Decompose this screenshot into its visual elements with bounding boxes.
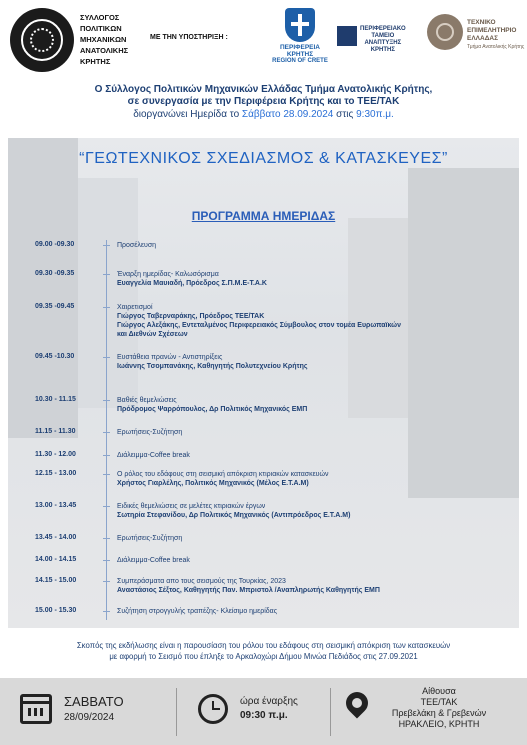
- timeline-tick: [103, 506, 110, 507]
- session-speaker: Χρήστος Γιαρλέλης, Πολιτικός Μηχανικός (Μέλος Ε.Τ.Α.Μ): [117, 480, 309, 487]
- timeline-line: [106, 240, 107, 620]
- schedule-time: 09.45 -10.30: [35, 353, 75, 360]
- schedule-time: 10.30 - 11.15: [35, 396, 76, 403]
- session-speaker: Αναστάσιος Σέξτος, Καθηγητής Παν. Μπριστολ /Αναπληρωτής Καθηγητής ΕΜΠ: [117, 587, 380, 594]
- association-name: ΣΥΛΛΟΓΟΣ ΠΟΛΙΤΙΚΩΝ ΜΗΧΑΝΙΚΩΝ ΑΝΑΤΟΛΙΚΗΣ ΚΡΗΤΗΣ: [80, 13, 129, 66]
- schedule-description: [117, 556, 190, 565]
- timeline-tick: [103, 357, 110, 358]
- schedule-time: 12.15 - 13.00: [35, 470, 77, 477]
- session-title: Διάλειμμα-Coffee break: [117, 557, 190, 564]
- schedule-description: [117, 607, 277, 616]
- schedule-description: [117, 451, 190, 460]
- clock-icon: [198, 694, 228, 724]
- event-aim: Σκοπός της εκδήλωσης είναι η παρουσίαση του ρόλου του εδάφους στη σεισμική απόκριση των κατασκευών με αφορμή το Σεισμό που έπληξε το Αρκαλοχώρι Δήμου Μινώα Πεδιάδος στις 27.09.2021: [76, 641, 451, 661]
- start-time: 09:30 π.μ.: [240, 710, 288, 721]
- session-speaker: και Διεθνών Σχέσεων: [117, 331, 188, 338]
- session-speaker: Πρόδρομος Ψαρρόπουλος, Δρ Πολιτικός Μηχανικός ΕΜΠ: [117, 406, 308, 413]
- timeline-tick: [103, 474, 110, 475]
- footer: [0, 678, 527, 745]
- timeline-tick: [103, 455, 110, 456]
- schedule-description: [117, 502, 350, 520]
- schedule-description: [117, 396, 307, 414]
- schedule-time: 09.30 -09.35: [35, 270, 75, 277]
- footer-day: ΣΑΒΒΑΤΟ: [64, 694, 124, 709]
- session-speaker: Ιωάννης Τσομπανάκης, Καθηγητής Πολυτεχνείου Κρήτης: [117, 363, 308, 370]
- schedule-time: 11.30 - 12.00: [35, 451, 76, 458]
- session-title: Βαθιές θεμελιώσεις: [117, 397, 177, 404]
- schedule-time: 15.00 - 15.30: [35, 607, 77, 614]
- fund-mark-icon: [337, 26, 357, 46]
- timeline-tick: [103, 400, 110, 401]
- session-title: Ερωτήσεις-Συζήτηση: [117, 429, 183, 436]
- start-label: ώρα έναρξης: [240, 696, 298, 707]
- schedule-time: 11.15 - 11.30: [35, 428, 76, 435]
- session-title: Προσέλευση: [117, 242, 157, 249]
- schedule-description: [117, 428, 182, 437]
- session-title: Ο ρόλος του εδάφους στη σεισμική απόκριση κτιριακών κατασκευών: [117, 471, 329, 478]
- schedule-description: [117, 241, 156, 250]
- session-speaker: Γιώργος Αλεξάκης, Εντεταλμένος Περιφερειακός Σύμβουλος στον τομέα Ευρωπαϊκών: [117, 322, 401, 329]
- schedule-time: 09.35 -09.45: [35, 303, 75, 310]
- session-title: Συμπεράσματα απο τους σεισμούς της Τουρκίας, 2023: [117, 578, 286, 585]
- timeline-tick: [103, 560, 110, 561]
- timeline-tick: [103, 245, 110, 246]
- schedule-time: 14.00 - 14.15: [35, 556, 77, 563]
- timeline-tick: [103, 581, 110, 582]
- schedule-description: [117, 470, 328, 488]
- session-speaker: Σωτηρία Στεφανίδου, Δρ Πολιτικός Μηχανικός (Αντιπρόεδρος Ε.Τ.Α.Μ): [117, 512, 351, 519]
- session-title: Έναρξη ημερίδας- Καλωσόρισμα: [117, 271, 219, 278]
- footer-location: Αίθουσα ΤΕΕ/ΤΑΚ Πρεβελάκη & Γρεβενών ΗΡΑΚΛΕΙΟ, ΚΡΗΤΗ: [391, 686, 487, 729]
- schedule-description: [117, 303, 401, 339]
- calendar-icon: [20, 694, 52, 724]
- footer-divider: [176, 688, 177, 736]
- schedule-time: 13.45 - 14.00: [35, 534, 77, 541]
- schedule-description: [117, 577, 380, 595]
- cross-emblem-icon: [285, 8, 315, 42]
- tee-mark-icon: [427, 14, 463, 50]
- support-label: ΜΕ ΤΗΝ ΥΠΟΣΤΗΡΙΞΗ :: [150, 34, 228, 41]
- intro-text: Ο Σύλλογος Πολιτικών Μηχανικών Ελλάδας Τμήμα Ανατολικής Κρήτης, σε συνεργασία με την Περιφέρεια Κρήτης και το ΤΕΕ/ΤΑΚ διοργανώνει Ημερίδα το Σάββατο 28.09.2024 στις 9:30π.μ.: [94, 84, 433, 120]
- session-title: Ειδικές θεμελιώσεις σε μελέτες κτιριακών έργων: [117, 503, 266, 510]
- session-title: Συζήτηση στρογγυλής τραπέζης- Κλείσιμο ημερίδας: [117, 608, 278, 615]
- session-speaker: Γιώργος Ταβερναράκης, Πρόεδρος ΤΕΕ/ΤΑΚ: [117, 313, 265, 320]
- footer-divider: [330, 688, 331, 736]
- footer-date: 28/09/2024: [64, 712, 115, 723]
- schedule-description: [117, 270, 267, 288]
- schedule-time: 09.00 -09.30: [35, 241, 75, 248]
- timeline-tick: [103, 611, 110, 612]
- association-seal-icon: [10, 8, 74, 72]
- timeline-tick: [103, 538, 110, 539]
- region-of-crete-logo: ΠΕΡΙΦΕΡΕΙΑ ΚΡΗΤΗΣ REGION OF CRETE: [266, 8, 334, 64]
- session-title: Ευστάθεια πρανών - Αντιστηρίξεις: [117, 354, 223, 361]
- schedule-description: [117, 534, 182, 543]
- session-title: Ερωτήσεις-Συζήτηση: [117, 535, 183, 542]
- event-date: Σάββατο 28.09.2024: [241, 109, 334, 120]
- schedule-time: 13.00 - 13.45: [35, 502, 77, 509]
- schedule-time: 14.15 - 15.00: [35, 577, 77, 584]
- timeline-tick: [103, 274, 110, 275]
- event-title: “ΓΕΩΤΕΧΝΙΚΟΣ ΣΧΕΔΙΑΣΜΟΣ & ΚΑΤΑΣΚΕΥΕΣ”: [79, 150, 448, 167]
- timeline-tick: [103, 432, 110, 433]
- location-pin-icon: [341, 687, 372, 718]
- header: ΣΥΛΛΟΓΟΣ ΠΟΛΙΤΙΚΩΝ ΜΗΧΑΝΙΚΩΝ ΑΝΑΤΟΛΙΚΗΣ ΚΡΗΤΗΣ ΜΕ ΤΗΝ ΥΠΟΣΤΗΡΙΞΗ : ΠΕΡΙΦΕΡΕΙΑ ΚΡΗΤΗΣ REGION OF CRETE ΠΕΡΙΦΕΡΕΙΑΚΟ ΤΑΜΕΙΟ ΑΝΑΠΤΥΞΗΣ ΚΡΗΤΗΣ ΤΕΧΝΙΚΟ ΕΠΙΜΕΛΗΤΗΡΙΟ ΕΛΛΑΔΑΣ Τμήμα Ανατολικής Κρήτης: [0, 0, 527, 80]
- session-title: Διάλειμμα-Coffee break: [117, 452, 190, 459]
- session-speaker: Ευαγγελία Μαυιαδή, Πρόεδρος Σ.Π.Μ.Ε-Τ.Α.Κ: [117, 280, 267, 287]
- timeline-tick: [103, 307, 110, 308]
- program-title: ΠΡΟΓΡΑΜΜΑ ΗΜΕΡΙΔΑΣ: [191, 209, 336, 223]
- event-time: 9:30π.μ.: [356, 109, 394, 120]
- schedule-description: [117, 353, 308, 371]
- session-title: Χαιρετισμοί: [117, 304, 153, 311]
